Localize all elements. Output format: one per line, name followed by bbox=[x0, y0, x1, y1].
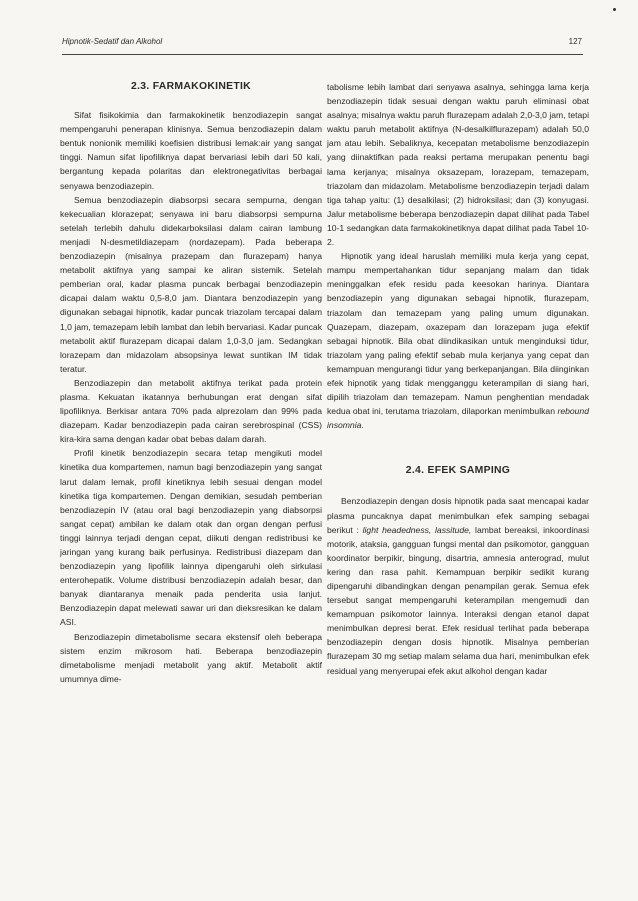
running-header bbox=[62, 37, 582, 46]
paragraph: Sifat fisikokimia dan farmakokinetik benzodiazepin sangat mempengaruhi penerapan klinisnya. Semua benzodiazepin dalam bentuk nonionik memiliki koefisien distribusi lemak:air yang sangat tinggi. Namun sifat lipofiliknya dapat bervariasi lebih dari 50 kali, bergantung kepada polaritas dan elektronegativitas berbagai senyawa benzodiazepin. bbox=[60, 110, 322, 191]
paragraph: Benzodiazepin dimetabolisme secara ekstensif oleh beberapa sistem enzim mikrosom hati. Beberapa benzodiazepin dimetabolisme menjadi metabolit yang aktif. Metabolit aktif umumnya dime- bbox=[60, 631, 322, 684]
paragraph: Profil kinetik benzodiazepin secara tetap mengikuti model kinetika dua kompartemen, namun bagi benzodiazepin yang sangat larut dalam lemak, profil kinetiknya lebih sesuai dengan model kinetika tiga kompartemen. Dengan demikian, sesudah pemberian benzodiazepin IV (atau oral bagi benzodiazepin yang diabsorpsi sangat cepat) ambilan ke dalam otak dan organ dengan perfusi tinggi lainnya terjadi dengan cepat, diikuti dengan redistribusi ke jaringan yang kurang baik perfusinya. Redistribusi diazepam dan benzodiazepin yang lipofilik lainnya dipengaruhi oleh sirkulasi enterohepatik. Volume distribusi benzodiazepin adalah besar, dan banyak diantaranya menaik pada penderita usia lanjut. Benzodiazepin dapat melewati sawar uri dan dieksresikan ke dalam ASI. bbox=[60, 448, 322, 628]
header-rule bbox=[62, 54, 583, 55]
right-column bbox=[327, 80, 589, 678]
paragraph: Benzodiazepin dan metabolit aktifnya terikat pada protein plasma. Kekuatan ikatannya berhubungan erat dengan sifat lipofiliknya. Berkisar antara 70% pada alprezolam dan 99% pada diazepam. Kadar benzodiazepin pada cairan serebrospinal (CSS) kira-kira sama dengan kadar obat bebas dalam darah. bbox=[60, 377, 322, 445]
paragraph-end: . bbox=[361, 420, 364, 431]
chapter-title: Hipnotik-Sedatif dan Alkohol bbox=[62, 37, 163, 46]
paragraph: Semua benzodiazepin diabsorpsi secara sempurna, dengan kekecualian klorazepat; senyawa ini baru diabsorpsi sempurna setelah terlebih dahulu didekarboksilasi dalam cairan lambung menjadi N-desmetildiazepam (nordazepam). Pada beberapa benzodiazepin (misalnya prazepam dan flurazepam) hanya metabolit aktifnya yang sampai ke aliran sistemik. Setelah pemberian oral, kadar plasma puncak berbagai benzodiazepin dicapai dalam waktu 0,5-8,0 jam. Diantara benzodiazepin yang digunakan sebagai hipnotik, kadar puncak triazolam tercapai dalam 1,0 jam, temazepam lebih lambat dan lebih bervariasi. Kadar puncak metabolit aktif flurazepam dicapai dalam 1,0-3,0 jam. Sedangkan lorazepam dan midazolam absopsinya lewat suntikan IM tidak teratur. bbox=[60, 194, 322, 374]
paragraph-text-cont: lambat bereaksi, inkoordinasi motorik, ataksia, gangguan fungsi mental dan psikomotor, gangguan koordinator berpikir, bingung, disartria, amnesia anterograd, mulut kering dan rasa pahit. Kemampuan berpikir sedikit kurang dipengaruhi dibandingkan dengan penampilan gerak. Semua efek tersebut sangat mempengaruhi keterampilan mengemudi dan kemampuan psikomotor lainnya. Interaksi dengan etanol dapat menimbulkan depresi berat. Efek residual terlihat pada beberapa benzodiazepin dengan dosis hipnotik. Misalnya pemberian flurazepam 30 mg setiap malam selama dua hari, menimbulkan efek residual yang menyerupai efek akut alkohol dengan kadar bbox=[327, 524, 589, 676]
italic-term: rebound insomnia bbox=[327, 406, 589, 431]
paragraph bbox=[327, 494, 589, 677]
section-heading-efek-samping: 2.4. EFEK SAMPING bbox=[405, 465, 511, 477]
section-heading-farmakokinetik: 2.3. FARMAKOKINETIK bbox=[130, 81, 251, 92]
scan-speck bbox=[613, 8, 616, 11]
paragraph-text: Benzodiazepin dengan dosis hipnotik pada saat mencapai kadar plasma puncaknya dapat menimbulkan efek samping sebagai berikut : bbox=[327, 496, 589, 535]
page-number: 127 bbox=[568, 37, 582, 46]
italic-terms: light headedness, lassitude, bbox=[362, 524, 472, 535]
left-column bbox=[60, 80, 322, 686]
paragraph: tabolisme lebih lambat dari senyawa asalnya, sehingga lama kerja benzodiazepin tidak sesuai dengan waktu paruh eliminasi obat asalnya; misalnya waktu paruh flurazepam adalah 2,0-3,0 jam, tetapi waktu paruh metabolit aktifnya (N-desalkilflurazepam) adalah 50,0 jam atau lebih. Sebaliknya, kecepatan metabolisme benzodiazepin yang diinaktifkan pada reaksi pertama merupakan penentu bagi lama kerjanya; misalnya oksazepam, lorazepam, temazepam, triazolam dan midazolam. Metabolisme benzodiazepin terjadi dalam tiga tahap yaitu: (1) desalkilasi; (2) hidroksilasi; dan (3) konyugasi. Jalur metabolisme beberapa benzodiazepin dapat dilihat pada Tabel 10-1 sedangkan data farmakokinetiknya dapat dilihat pada Tabel 10-2. bbox=[327, 82, 589, 248]
paragraph bbox=[327, 249, 589, 432]
paragraph-text: Hipnotik yang ideal haruslah memiliki mula kerja yang cepat, mampu mempertahankan tidur sepanjang malam dan tidak meninggalkan efek residu pada keesokan harinya. Diantara benzodiazepin yang digunakan sebagai hipnotik, flurazepam, triazolam dan temazepam yang paling umum digunakan. Quazepam, diazepam, oxazepam dan lorazepam juga efektif sebagai hipnotik. Bila obat diindikasikan untuk menginduksi tidur, triazolam yang paling efektif sebab mula kerjanya yang cepat dan kemampuan mengurangi tidur yang berkepanjangan. Bila diinginkan efek hipnotik yang tidak mengganggu keterampilan di siang hari, dipilih triazolam dan temazepam. Namun penghentian mendadak kedua obat ini, terutama triazolam, dilaporkan menimbulkan bbox=[327, 251, 589, 417]
